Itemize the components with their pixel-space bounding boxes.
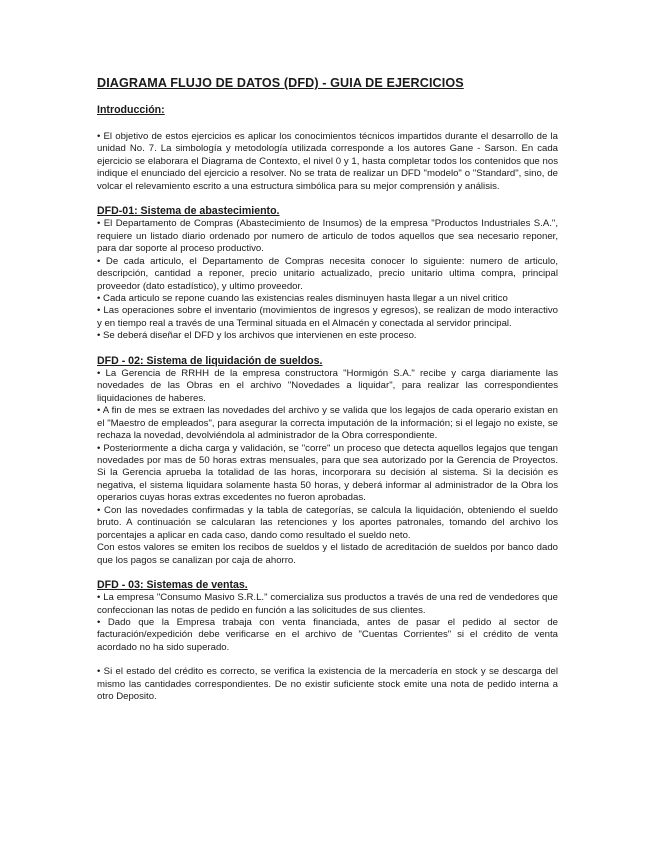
document-title: DIAGRAMA FLUJO DE DATOS (DFD) - GUIA DE EJERCICIOS bbox=[97, 76, 464, 90]
dfd03-paragraph-1: • La empresa "Consumo Masivo S.R.L." comercializa sus productos a través de una red de vendedores que confeccionan las notas de pedido en función a las solicitudes de sus clientes. bbox=[97, 592, 558, 616]
section-heading-dfd01: DFD-01: Sistema de abastecimiento. bbox=[97, 205, 280, 218]
section-heading-dfd02: DFD - 02: Sistema de liquidación de sueldos. bbox=[97, 354, 323, 367]
dfd02-paragraph-2: • A fin de mes se extraen las novedades del archivo y se valida que los legajos de cada operario existan en el "Maestro de empleados", para asegurar la correcta imputación de la información; si el legajo no existe, se rechaza la novedad, devolviéndola al administrador de la Obra correspondiente. bbox=[97, 405, 558, 442]
dfd02-paragraph-3: • Posteriormente a dicha carga y validación, se "corre" un proceso que detecta aquellos legajos que tengan novedades por mas de 50 horas extras mensuales, para que sea autorizado por la Gerencia de Proyectos. Si la Gerencia aprueba la totalidad de las horas, incorporara su decisión al sistema. Si la decisión es negativa, el sistema liquidara solamente hasta 50 horas, y deberá informar al administrador de la Obra los operarios cuyas horas extras excedentes no fueron aprobadas. bbox=[97, 442, 558, 504]
dfd03-paragraph-3: • Si el estado del crédito es correcto, se verifica la existencia de la mercadería en stock y se descarga del mismo las cantidades correspondientes. De no existir suficiente stock emite una nota de pedido interna a otro Deposito. bbox=[97, 666, 558, 703]
dfd01-paragraph-2: • De cada articulo, el Departamento de Compras necesita conocer lo siguiente: numero de articulo, descripción, cantidad a reponer, precio unitario actualizado, precio unitario ultima compra, principal proveedor (dato estadístico), y ultimo proveedor. bbox=[97, 255, 558, 292]
dfd02-paragraph-5: Con estos valores se emiten los recibos de sueldos y el listado de acreditación de sueldos por banco dado que los pagos se canalizan por caja de ahorro. bbox=[97, 542, 558, 566]
intro-paragraph: • El objetivo de estos ejercicios es aplicar los conocimientos técnicos impartidos durante el desarrollo de la unidad No. 7. La simbología y metodología utilizada corresponde a los autores Gane - Sarson. En cada ejercicio se elaborara el Diagrama de Contexto, el nivel 0 y 1, hasta completar todos los contenidos que nos indique el enunciado del ejercicio a resolver. No se trata de realizar un DFD "modelo" o "Standard", sino, de volcar el relevamiento escrito a una estructura simbólica para su mejor comprensión y análisis. bbox=[97, 131, 558, 192]
dfd01-paragraph-4: • Las operaciones sobre el inventario (movimientos de ingresos y egresos), se realizan de modo interactivo y en tiempo real a través de una Terminal situada en el Almacén y conectada al servidor principal. bbox=[97, 305, 558, 329]
intro-heading: Introducción: bbox=[97, 104, 165, 116]
dfd03-paragraph-2: • Dado que la Empresa trabaja con venta financiada, antes de pasar el pedido al sector de facturación/expedición debe verificarse en el archivo de "Cuentas Corrientes" si el crédito de venta acordado no ha sido superado. bbox=[97, 616, 558, 653]
dfd01-paragraph-3: • Cada articulo se repone cuando las existencias reales disminuyen hasta llegar a un nivel critico bbox=[97, 292, 508, 304]
dfd02-paragraph-4: • Con las novedades confirmadas y la tabla de categorías, se calcula la liquidación, obteniendo el sueldo bruto. A continuación se calcularan las retenciones y los aportes patronales, tomando del archivo los porcentajes a aplicar en cada caso, dando como resultado el sueldo neto. bbox=[97, 504, 558, 541]
dfd01-paragraph-1: • El Departamento de Compras (Abastecimiento de Insumos) de la empresa "Productos Industriales S.A.", requiere un listado diario ordenado por numero de articulo de todos aquellos que sea necesario reponer, para dar soporte al proceso productivo. bbox=[97, 218, 558, 255]
dfd02-paragraph-1: • La Gerencia de RRHH de la empresa constructora "Hormigón S.A." recibe y carga diariamente las novedades de las Obras en el archivo "Novedades a liquidar", para realizar las correspondientes liquidaciones de haberes. bbox=[97, 367, 558, 404]
dfd01-paragraph-5: • Se deberá diseñar el DFD y los archivos que intervienen en este proceso. bbox=[97, 330, 417, 342]
section-heading-dfd03: DFD - 03: Sistemas de ventas. bbox=[97, 579, 248, 592]
